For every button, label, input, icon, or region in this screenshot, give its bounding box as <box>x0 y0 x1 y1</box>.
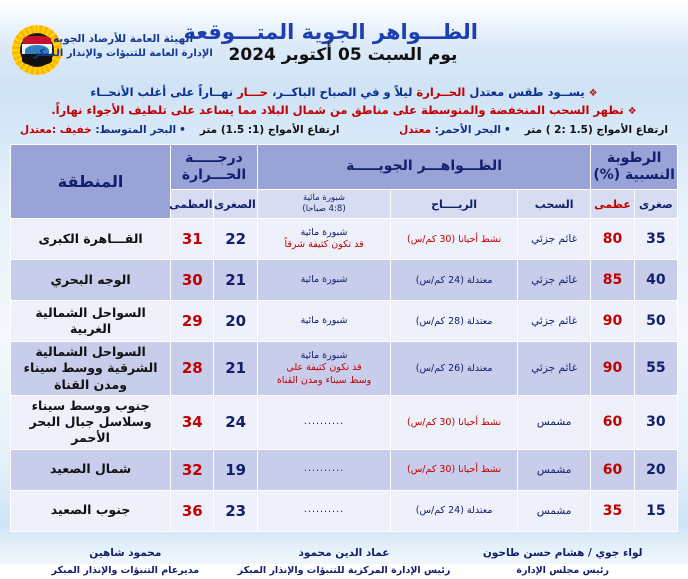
header-humidity-group <box>591 145 678 190</box>
cell-temp-min: 22 <box>214 219 257 260</box>
cell-fog-line1: .......... <box>260 504 388 516</box>
cell-clouds: غائم جزئي <box>517 342 590 396</box>
cell-temp-min: 23 <box>214 490 257 531</box>
table-row <box>11 395 678 449</box>
cell-fog <box>257 260 390 301</box>
cell-wind: نشط أحيانا (30 كم/س) <box>391 449 518 490</box>
subheader-temp-max: العظمى <box>171 190 214 219</box>
cell-fog-line3: وسط سيناء ومدن القناة <box>260 375 388 387</box>
header-phenomena-group: الظـــواهـــر الجويـــــة <box>257 145 590 190</box>
cell-humidity-max: 90 <box>591 301 634 342</box>
chairman-name: لواء جوي / هشام حسن طاحون <box>453 544 672 563</box>
authority-name: الهيئة العامة للأرصاد الجوية <box>18 32 228 47</box>
central-head-role: رئيس الإدارة المركزية للتنبؤات والإنذار المبكر <box>235 562 454 579</box>
cell-humidity-min: 40 <box>634 260 677 301</box>
cell-fog <box>257 301 390 342</box>
cell-region: جنوب ووسط سيناء وسلاسل جبال البحر الأحمر <box>11 395 171 449</box>
subheader-fog-line2: (4:8 صباحا) <box>259 204 389 215</box>
cell-temp-min: 21 <box>214 342 257 396</box>
cell-clouds: غائم جزئي <box>517 219 590 260</box>
general-manager-role: مديرعام التنبؤات والإنذار المبكر <box>16 562 235 579</box>
cell-temp-min: 19 <box>214 449 257 490</box>
cell-temp-max: 36 <box>171 490 214 531</box>
forecast-table-container <box>10 144 678 532</box>
cell-fog-line1: شبورة مائية <box>260 350 388 362</box>
cell-wind: معتدلة (28 كم/س) <box>391 301 518 342</box>
subheader-fog <box>257 190 390 219</box>
header-region: المنطقة <box>11 145 171 219</box>
cell-humidity-max: 60 <box>591 449 634 490</box>
note1-part1: يســود طقس معتدل <box>465 85 584 99</box>
bullet-diamond-icon: ❖ <box>589 88 598 99</box>
header-humidity-line2: النسبية (%) <box>592 167 676 185</box>
general-manager-name: محمود شاهين <box>16 544 235 563</box>
note-line-clouds <box>14 103 674 117</box>
cell-fog-line1: شبورة مائية <box>260 227 388 239</box>
table-body <box>11 219 678 532</box>
cell-humidity-min: 55 <box>634 342 677 396</box>
subheader-humidity-min: صغرى <box>634 190 677 219</box>
cell-clouds: غائم جزئي <box>517 260 590 301</box>
cell-temp-max: 28 <box>171 342 214 396</box>
header-temperature-line2: الحـــرارة <box>172 167 256 185</box>
cell-humidity-max: 60 <box>591 395 634 449</box>
chairman-role: رئيس مجلس الإدارة <box>453 562 672 579</box>
table-row <box>11 342 678 396</box>
department-name: الإدارة العامة للتنبؤات والإنذار المبكر <box>18 47 228 62</box>
page-header <box>0 0 688 82</box>
cell-region: السواحل الشمالية الغربية <box>11 301 171 342</box>
table-head <box>11 145 678 219</box>
header-temperature-line1: درجـــــة <box>172 150 256 168</box>
cell-temp-min: 21 <box>214 260 257 301</box>
note1-part5: نهــاراً على أغلب الأنحــاء <box>90 85 237 99</box>
cell-fog <box>257 342 390 396</box>
table-row <box>11 219 678 260</box>
cell-humidity-max: 85 <box>591 260 634 301</box>
mediterranean-label: • البحر المتوسط: <box>95 124 186 136</box>
red-sea-conditions <box>399 124 668 136</box>
cell-temp-max: 29 <box>171 301 214 342</box>
cell-temp-min: 24 <box>214 395 257 449</box>
central-head-name: عماد الدين محمود <box>235 544 454 563</box>
cell-fog-line2: قد تكون كثيفة علي <box>260 362 388 374</box>
cell-clouds: مشمس <box>517 490 590 531</box>
subheader-clouds: السحب <box>517 190 590 219</box>
cell-wind: معتدلة (24 كم/س) <box>391 490 518 531</box>
cell-fog <box>257 219 390 260</box>
page-title <box>208 20 478 65</box>
cell-region: الوجه البحري <box>11 260 171 301</box>
table-group-header-row <box>11 145 678 190</box>
cell-region: السواحل الشمالية الشرقية ووسط سيناء ومدن القناة <box>11 342 171 396</box>
mediterranean-label-group <box>20 124 186 136</box>
cell-fog <box>257 490 390 531</box>
signature-general-manager <box>16 544 235 579</box>
cell-wind: نشط أحيانا (30 كم/س) <box>391 395 518 449</box>
mediterranean-wave-height: ارتفاع الأمواج (1: 1.5) متر <box>200 124 340 136</box>
note2-text: تظهر السحب المنخفضة والمتوسطة على مناطق من شمال البلاد مما يساعد على تلطيف الأجواء نهاراً. <box>51 103 623 117</box>
cell-temp-max: 31 <box>171 219 214 260</box>
cell-humidity-max: 90 <box>591 342 634 396</box>
cell-fog-line1: شبورة مائية <box>260 315 388 327</box>
cell-humidity-min: 30 <box>634 395 677 449</box>
note-line-temperature <box>14 85 674 99</box>
mediterranean-state: خفيف :معتدل <box>20 124 92 136</box>
subheader-humidity-max: عظمى <box>591 190 634 219</box>
cell-region: شمال الصعيد <box>11 449 171 490</box>
page-footer <box>0 544 688 579</box>
signature-central-head <box>235 544 454 579</box>
signature-chairman <box>453 544 672 579</box>
note1-hot-word: حـــار <box>237 85 268 99</box>
red-sea-wave-height: ارتفاع الأمواج (1.5 :2 ) متر <box>525 124 668 136</box>
table-row <box>11 449 678 490</box>
cell-fog <box>257 395 390 449</box>
header-humidity-line1: الرطوبة <box>592 150 676 168</box>
cell-clouds: مشمس <box>517 395 590 449</box>
cell-wind: معتدلة (26 كم/س) <box>391 342 518 396</box>
cell-temp-max: 34 <box>171 395 214 449</box>
header-temperature-group <box>171 145 258 190</box>
cell-region: القـــاهرة الكبرى <box>11 219 171 260</box>
cell-fog-line1: .......... <box>260 463 388 475</box>
cell-fog-line1: شبورة مائية <box>260 274 388 286</box>
cell-humidity-min: 50 <box>634 301 677 342</box>
forecast-summary-notes <box>0 85 688 136</box>
cell-temp-min: 20 <box>214 301 257 342</box>
organization-name <box>18 32 228 62</box>
red-sea-state: معتدل <box>399 124 431 136</box>
weather-forecast-table <box>10 144 678 532</box>
note1-part3: ليلاً و في الصباح الباكــر، <box>268 85 416 99</box>
red-sea-label: • البحر الأحمر: <box>435 124 511 136</box>
note1-heat-word: الحــرارة <box>416 85 465 99</box>
cell-humidity-max: 35 <box>591 490 634 531</box>
cell-wind: نشط أحيانا (30 كم/س) <box>391 219 518 260</box>
title-main-text: الظـــواهر الجوية المتـــوقعة <box>208 20 478 44</box>
cell-temp-max: 30 <box>171 260 214 301</box>
mediterranean-sea-conditions <box>20 124 339 136</box>
cell-clouds: غائم جزئي <box>517 301 590 342</box>
cell-temp-max: 32 <box>171 449 214 490</box>
cell-humidity-min: 35 <box>634 219 677 260</box>
cell-fog-line1: .......... <box>260 416 388 428</box>
red-sea-label-group <box>399 124 511 136</box>
table-row <box>11 490 678 531</box>
table-row <box>11 301 678 342</box>
cell-humidity-min: 20 <box>634 449 677 490</box>
sea-conditions-row <box>14 121 674 136</box>
subheader-wind: الريــــاح <box>391 190 518 219</box>
cell-humidity-max: 80 <box>591 219 634 260</box>
cell-clouds: مشمس <box>517 449 590 490</box>
cell-fog-line2: قد تكون كثيفة شرقاً <box>260 239 388 251</box>
cell-region: جنوب الصعيد <box>11 490 171 531</box>
cell-fog <box>257 449 390 490</box>
table-row <box>11 260 678 301</box>
cell-humidity-min: 15 <box>634 490 677 531</box>
bullet-diamond-icon: ❖ <box>628 106 637 117</box>
cell-wind: معتدلة (24 كم/س) <box>391 260 518 301</box>
subheader-fog-line1: شبورة مائية <box>259 193 389 204</box>
subheader-temp-min: الصغرى <box>214 190 257 219</box>
forecast-date: يوم السبت 05 أكتوبر 2024 <box>208 45 478 65</box>
